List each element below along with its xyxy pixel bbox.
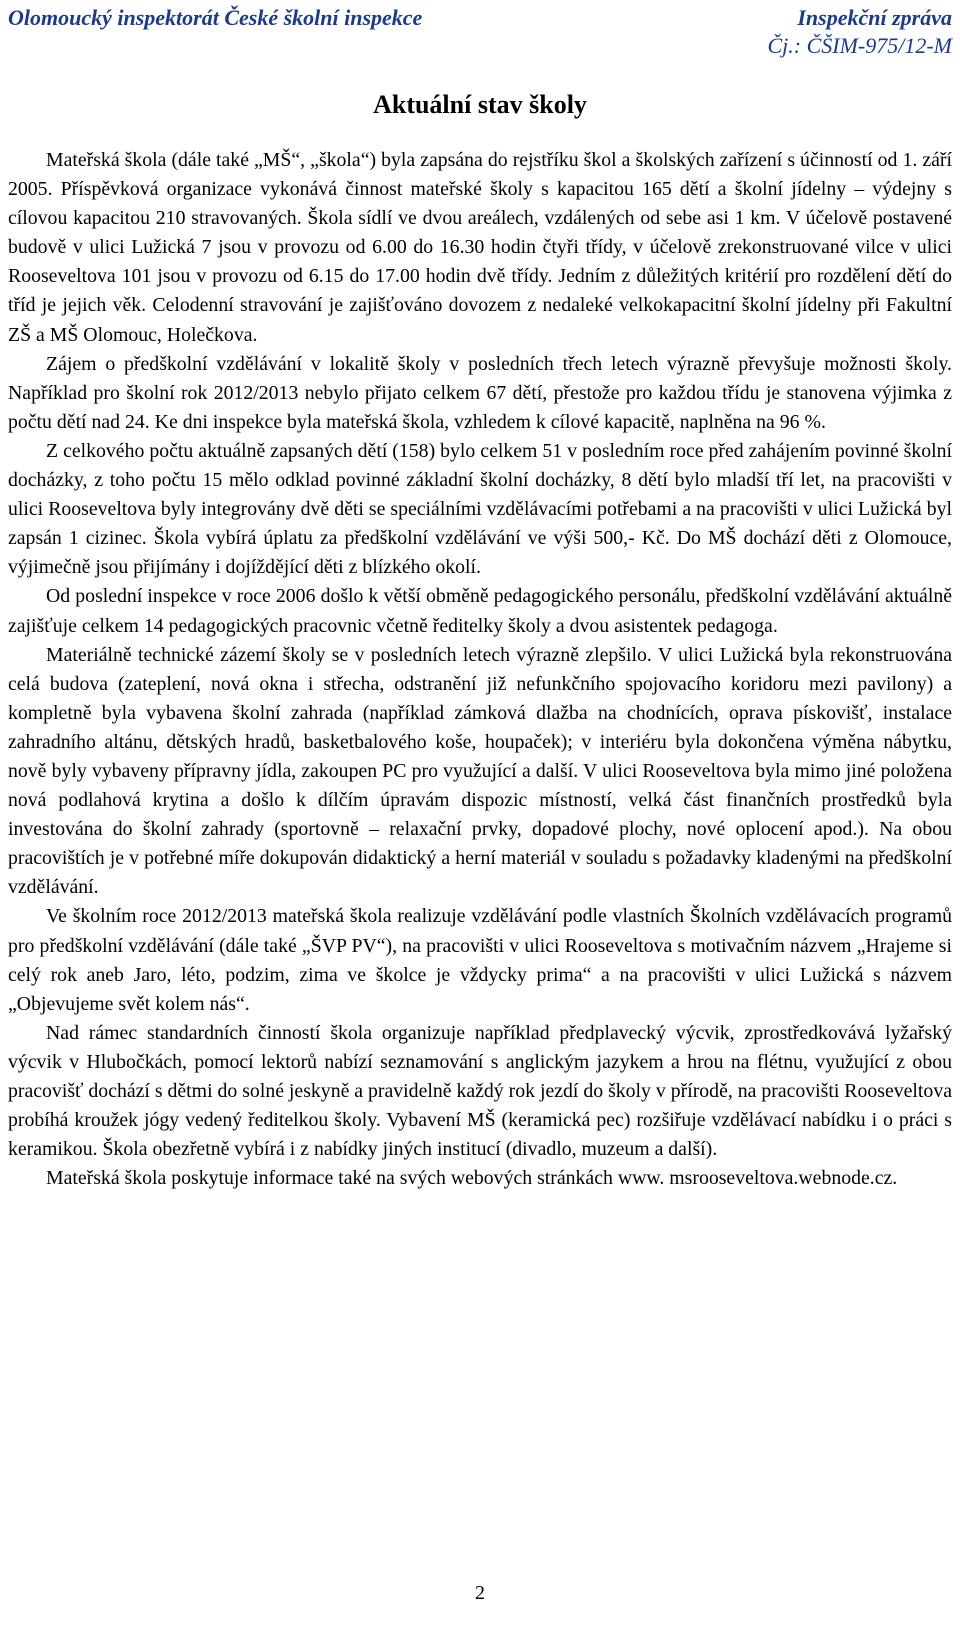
paragraph-school-status: Mateřská škola (dále také „MŠ“, „škola“) byla zapsána do rejstříku škol a školských zařízení s účinností od 1. září 2005. Příspěvková organizace vykonává činnost mateřské školy s kapacitou 165 dětí a školní jídelny – výdejny s cílovou kapacitou 210 stravovaných. Škola sídlí ve dvou areálech, vzdálených od sebe asi 1 km. V účelově postavené budově v ulici Lužická 7 jsou v provozu od 6.00 do 16.30 hodin čtyři třídy, v účelově zrekonstruované vilce v ulici Rooseveltova 101 jsou v provozu od 6.15 do 17.00 hodin dvě třídy. Jedním z důležitých kritérií pro rozdělení dětí do tříd je jejich věk. Celodenní stravování je zajišťováno dovozem z nedaleké velkokapacitní školní jídelny při Fakultní ZŠ a MŠ Olomouc, Holečkova. bbox=[8, 149, 952, 346]
paragraph-staff: Od poslední inspekce v roce 2006 došlo k větší obměně pedagogického personálu, předškolní vzdělávání aktuálně zajišťuje celkem 14 pedagogických pracovnic včetně ředitelky školy a dvou asistentek pedagoga. bbox=[8, 585, 952, 637]
document-body bbox=[8, 146, 952, 1193]
paragraph-enrollment: Z celkového počtu aktuálně zapsaných dětí (158) bylo celkem 51 v posledním roce před zahájením povinné školní docházky, z toho počtu 15 mělo odklad povinné základní školní docházky, 8 dětí bylo mladší tří let, na pracovišti v ulici Rooseveltova byly integrovány dvě děti se speciálními vzdělávacími potřebami a na pracovišti v ulici Lužická byl zapsán 1 cizinec. Škola vybírá úplatu za předškolní vzdělávání ve výši 500,- Kč. Do MŠ dochází děti z Olomouce, výjimečně jsou přijímány i dojíždějící děti z blízkého okolí. bbox=[8, 439, 952, 579]
header-reference-number: Čj.: ČŠIM-975/12-M bbox=[767, 33, 952, 58]
header-institution: Olomoucký inspektorát České školní inspekce bbox=[8, 5, 423, 30]
paragraph-facilities: Materiálně technické zázemí školy se v posledních letech výrazně zlepšilo. V ulici Lužická byla rekonstruována celá budova (zateplení, nová okna i střecha, odstranění již nefunkčního spojovacího koridoru mezi pavilony) a kompletně byla vybavena školní zahrada (například zámková dlažba na chodnících, oprava pískovišť, instalace zahradního altánu, dětských hradů, basketbalového koše, houpaček); v interiéru byla dokončena výměna nábytku, nově byly vybaveny přípravny jídla, zakoupen PC pro využující a další. V ulici Rooseveltova byla mimo jiné položena nová podlahová krytina a došlo k dílčím úpravám dispozic místností, velká část finančních prostředků byla investována do školní zahrady (sportovně – relaxační prvky, dopadové plochy, nové oplocení apod.). Na obou pracovištích je v potřebné míře dokupován didaktický a herní materiál v souladu s požadavky kladenými na předškolní vzdělávání. bbox=[8, 643, 952, 899]
section-title: Aktuální stav školy bbox=[373, 90, 587, 119]
header-document-type: Inspekční zpráva bbox=[797, 5, 952, 30]
paragraph-demand: Zájem o předškolní vzdělávání v lokalitě školy v posledních třech letech výrazně převyšuje možnosti školy. Například pro školní rok 2012/2013 nebylo přijato celkem 67 dětí, přestože pro každou třídu je stanovena výjimka z počtu dětí nad 24. Ke dni inspekce byla mateřská škola, vzhledem k cílové kapacitě, naplněna na 96 %. bbox=[8, 352, 952, 433]
paragraph-programmes: Ve školním roce 2012/2013 mateřská škola realizuje vzdělávání podle vlastních Školních vzdělávacích programů pro předškolní vzdělávání (dále také „ŠVP PV“), na pracovišti v ulici Rooseveltova s motivačním názvem „Hrajeme si celý rok aneb Jaro, léto, podzim, zima ve školce je vždycky prima“ a na pracovišti v ulici Lužická s názvem „Objevujeme svět kolem nás“. bbox=[8, 905, 952, 1015]
page-number: 2 bbox=[475, 1582, 485, 1604]
paragraph-website: Mateřská škola poskytuje informace také na svých webových stránkách www. msrooseveltova.webnode.cz. bbox=[46, 1167, 898, 1190]
paragraph-activities: Nad rámec standardních činností škola organizuje například předplavecký výcvik, zprostředkovává lyžařský výcvik v Hlubočkách, pomocí lektorů nabízí seznamování s anglickým jazykem a hrou na flétnu, využující z obou pracovišť dochází s dětmi do solné jeskyně a pravidelně každý rok jezdí do školy v přírodě, na pracovišti Rooseveltova probíhá kroužek jógy vedený ředitelkou školy. Vybavení MŠ (keramická pec) rozšiřuje vzdělávací nabídku i o práci s keramikou. Škola obezřetně vybírá i z nabídky jiných institucí (divadlo, muzeum a další). bbox=[8, 1021, 952, 1161]
page-header bbox=[8, 4, 952, 64]
